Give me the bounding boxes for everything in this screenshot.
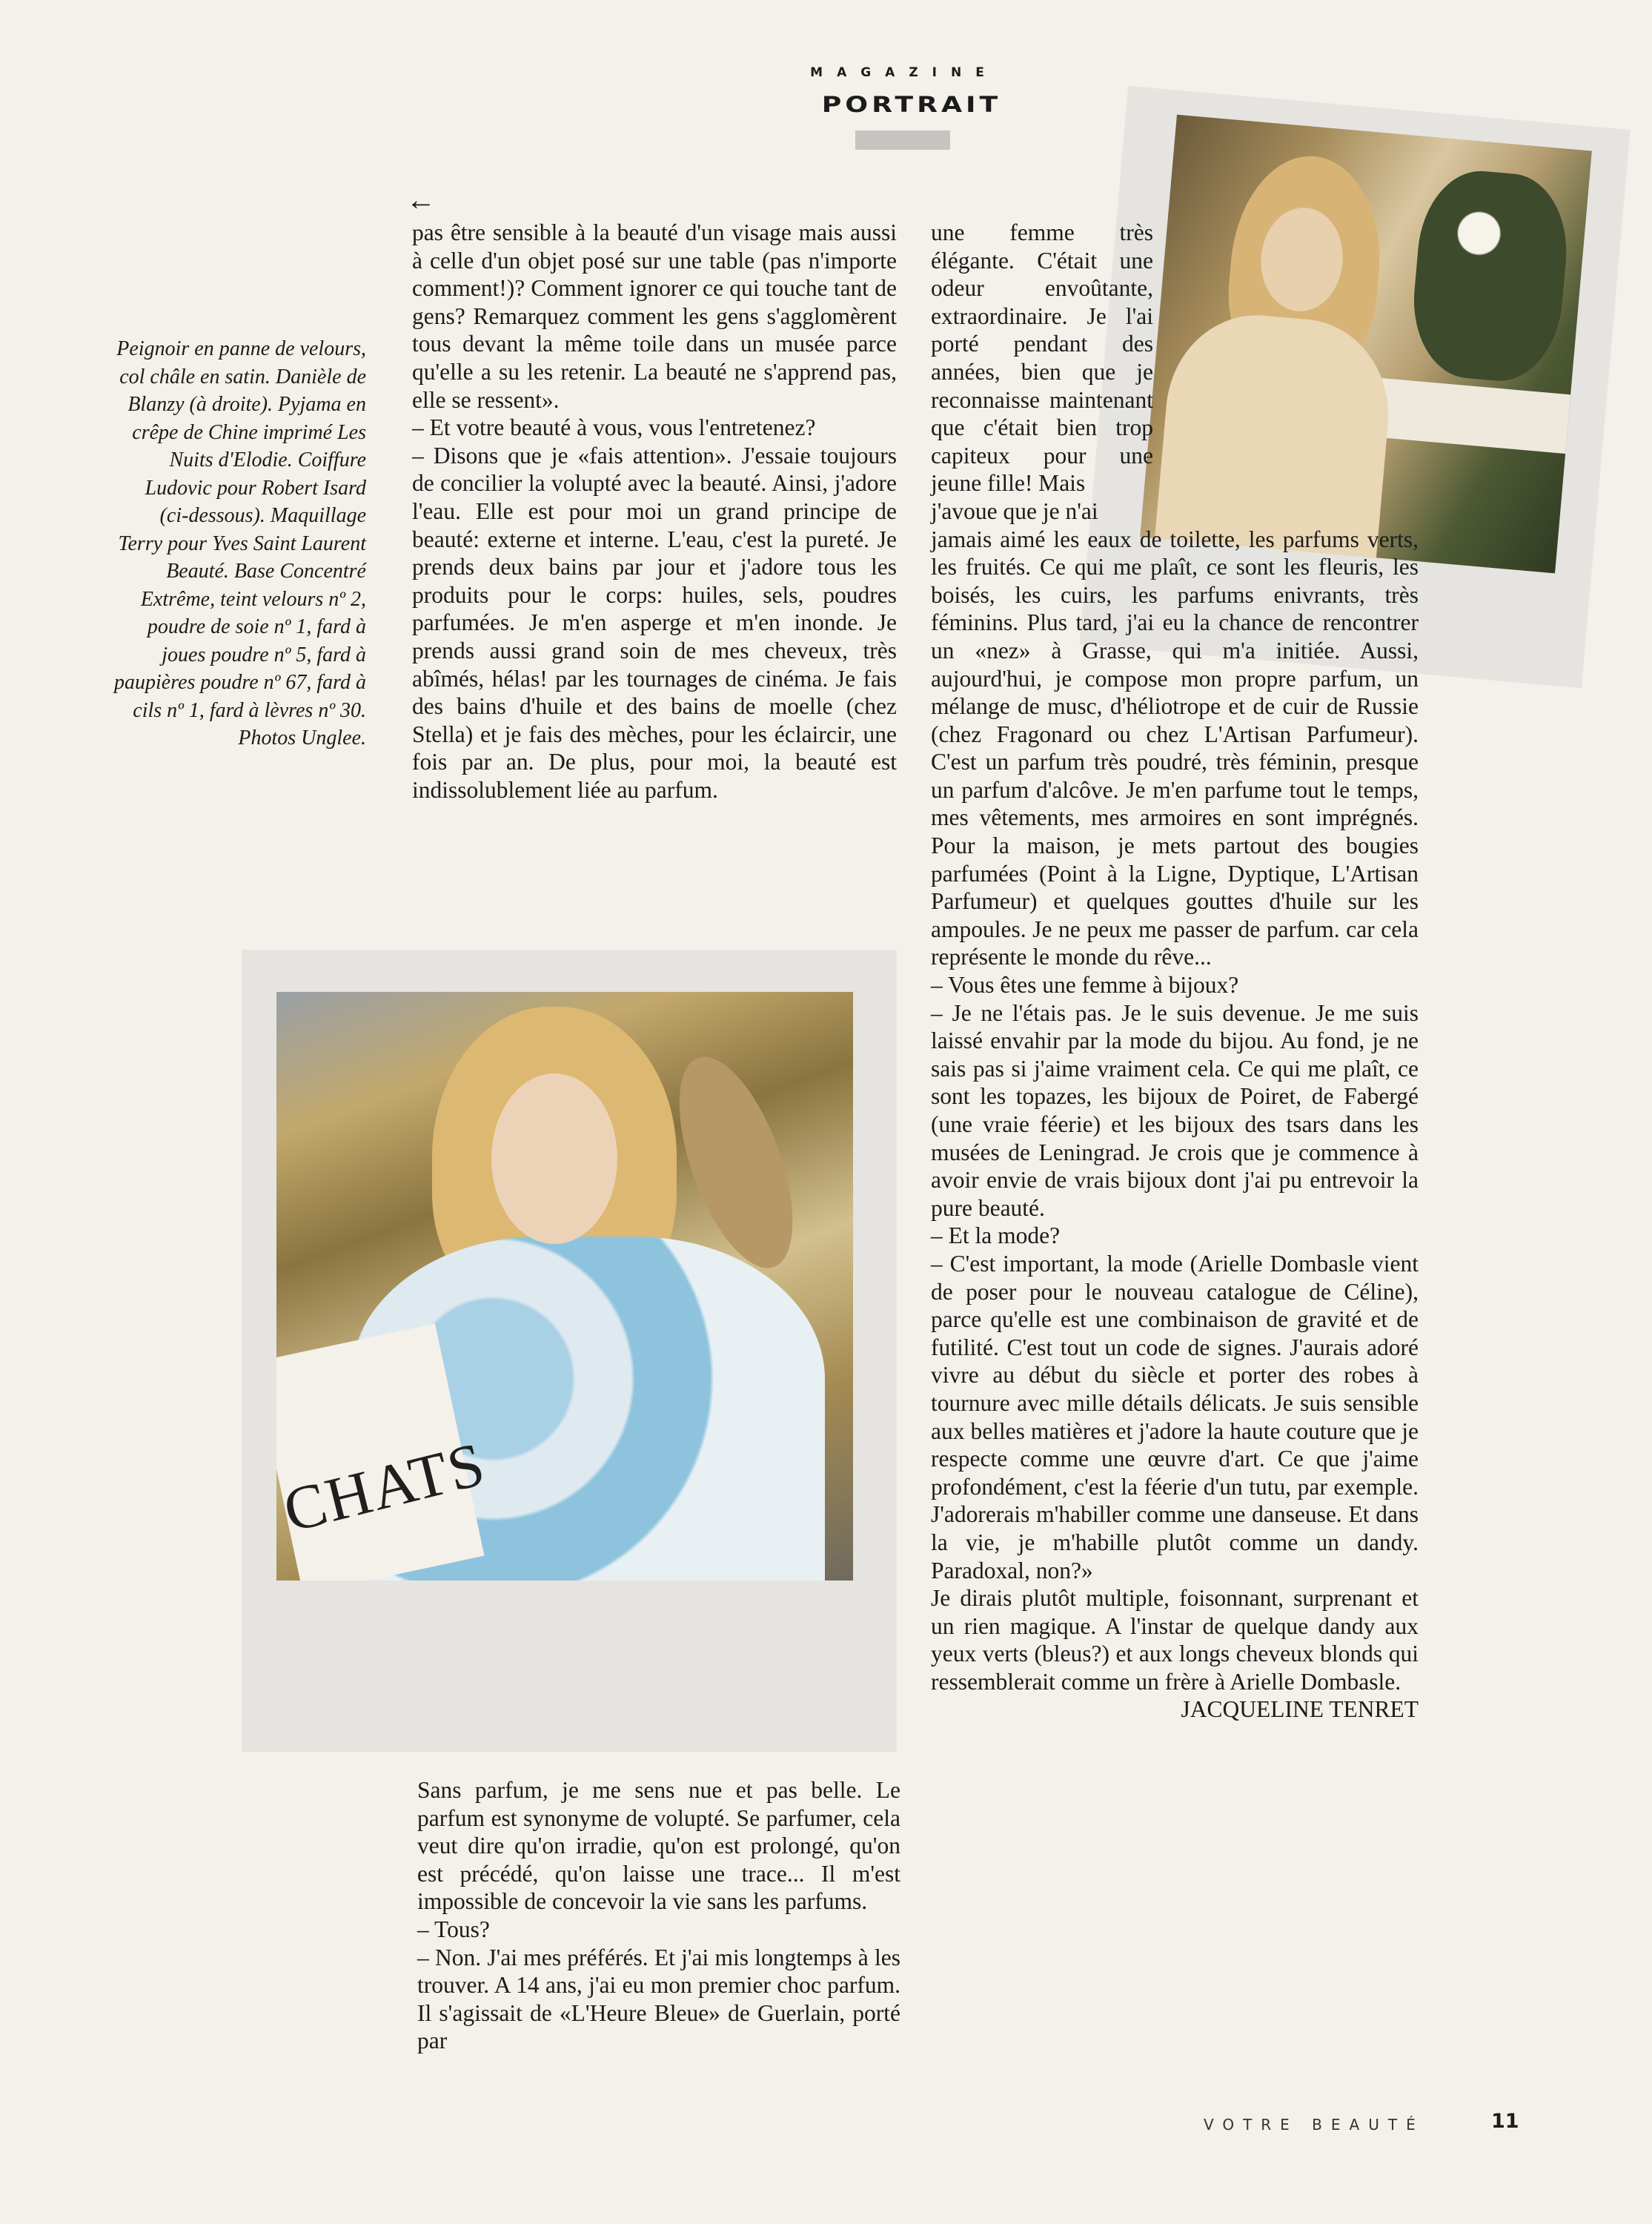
author-signature: JACQUELINE TENRET <box>1181 1696 1419 1723</box>
paragraph: – C'est important, la mode (Arielle Dombasle vient de poser pour le nouveau catalogue de Céline), parce qu'elle est une combinaison de gravité et de futilité. C'est tout un code de signes. J'aurais adoré vivre au début du siècle et porter des robes à tournure avec mille détails délicats. Je suis sensible aux belles matières et j'adore la haute couture que je respecte comme une œuvre d'art. Ce que j'aime profondément, c'est la féerie d'un tutu, par exemple. J'adorerais m'habiller comme une danseuse. Et dans la vie, je m'habille plutôt comme un dandy. Paradoxal, non?» <box>931 1250 1419 1583</box>
article-column-2 <box>931 219 1419 1724</box>
paragraph: Je dirais plutôt multiple, foisonnant, surprenant et un rien magique. A l'instar de quelque dandy aux yeux verts (bleus?) et aux longs cheveux blonds qui ressemblerait comme un frère à Arielle Dombasle. <box>931 1585 1419 1695</box>
paragraph: – Vous êtes une femme à bijoux? <box>931 972 1239 999</box>
footer-magazine-name: VOTRE BEAUTÉ <box>1204 2116 1424 2134</box>
lily-flowers <box>1407 166 1573 385</box>
rubric-bar <box>855 130 950 150</box>
paragraph: – Et votre beauté à vous, vous l'entretenez? <box>412 414 816 441</box>
paragraph: jamais aimé les eaux de toilette, les parfums verts, les fruités. Ce qui me plaît, ce sont les fleuris, les boisés, les cuirs, les parfums enivrants, très féminins. Plus tard, j'ai eu la chance de rencontrer un «nez» à Grasse, qui m'a initiée. Aussi, aujourd'hui, je compose mon propre parfum, un mélange de musc, d'héliotrope et de cuir de Russie (chez Fragonard ou chez L'Artisan Parfumeur). C'est un parfum très poudré, très féminin, presque un parfum d'alcôve. Je m'en parfume tout le temps, mes vêtements, mes armoires en sont imprégnés. Pour la maison, je mets partout des bougies parfumées (Point à la Ligne, Dyptique, L'Artisan Parfumeur) et quelques gouttes d'huile sur les ampoules. Je ne peux me passer de parfum. car cela représente le monde du rêve... <box>931 526 1419 970</box>
paragraph: Sans parfum, je me sens nue et pas belle. Le parfum est synonyme de volupté. Se parfumer, cela veut dire qu'on irradie, qu'on est prolongé, qu'on est précédé, qu'on laisse une trace... Il m'est impossible de concevoir la vie sans les parfums. <box>417 1777 900 1915</box>
section-rubric: PORTRAIT <box>821 92 1002 117</box>
paragraph: – Tous? <box>417 1916 490 1942</box>
paragraph: une femme très élégante. C'était une odeur envoûtante, extraordinaire. Je l'ai porté pendant des années, bien que je reconnaisse maintenant que c'était bien trop capiteux pour une jeune fille! Mais <box>931 219 1153 497</box>
continuation-arrow-icon: ← <box>406 183 436 216</box>
paragraph: – Et la mode? <box>931 1222 1061 1249</box>
paragraph: – Non. J'ai mes préférés. Et j'ai mis longtemps à les trouver. A 14 ans, j'ai eu mon premier choc parfum. Il s'agissait de «L'Heure Bleue» de Guerlain, porté par <box>417 1944 900 2054</box>
page-number: 11 <box>1491 2110 1519 2133</box>
photo-woman-reading <box>276 992 853 1581</box>
article-column-1-bottom <box>417 1776 900 2055</box>
paragraph: pas être sensible à la beauté d'un visage mais aussi à celle d'un objet posé sur une table (pas n'importe comment!)? Comment ignorer ce qui touche tant de gens? Remarquez comment les gens s'agglomèrent tous devant la même toile dans un musée parce qu'elle a su les retenir. La beauté ne s'apprend pas, elle se ressent». <box>412 219 897 413</box>
paragraph: j'avoue que je n'ai <box>931 497 1098 524</box>
article-column-1-top <box>412 219 897 804</box>
book-title: CHATS <box>276 1429 493 1546</box>
photo-caption: Peignoir en panne de velours, col châle en satin. Danièle de Blanzy (à droite). Pyjama en crêpe de Chine imprimé Les Nuits d'Elodie. Coiffure Ludovic pour Robert Isard (ci-dessous). Maquillage Terry pour Yves Saint Laurent Beauté. Base Concentré Extrême, teint velours nº 2, poudre de soie nº 1, fard à joues poudre nº 5, fard à paupières poudre nº 67, fard à cils nº 1, fard à lèvres nº 30. Photos Unglee. <box>114 337 366 749</box>
face <box>491 1073 617 1244</box>
paragraph: – Disons que je «fais attention». J'essaie toujours de concilier la volupté avec la beauté. Ainsi, j'adore l'eau. Elle est pour moi un grand principe de beauté: externe et interne. L'eau, c'est la pureté. Je prends deux bains par jour et j'adore tous les produits pour le corps: huiles, sels, poudres parfumées. Je m'en asperge et m'en inonde. Je prends aussi grand soin de mes cheveux, très abîmés, hélas! par les tournages de cinéma. Je fais des bains d'huile et des bains de moelle (chez Stella) et je fais des mèches, pour les éclaircir, une fois par an. De plus, pour moi, la beauté est indissolublement liée au parfum. <box>412 442 897 803</box>
section-kicker: MAGAZINE <box>810 65 998 80</box>
paragraph: – Je ne l'étais pas. Je le suis devenue. Je me suis laissé envahir par la mode du bijou. Au fond, je ne sais pas si j'aime vraiment cela. Ce qui me plaît, ce sont les topazes, les bijoux de Poiret, de Fabergé (une vraie féerie) et les bijoux des tsars dans les musées de Leningrad. Je crois que je commence à avoir envie de vrais bijoux dont j'ai pu entrevoir la pure beauté. <box>931 999 1419 1221</box>
